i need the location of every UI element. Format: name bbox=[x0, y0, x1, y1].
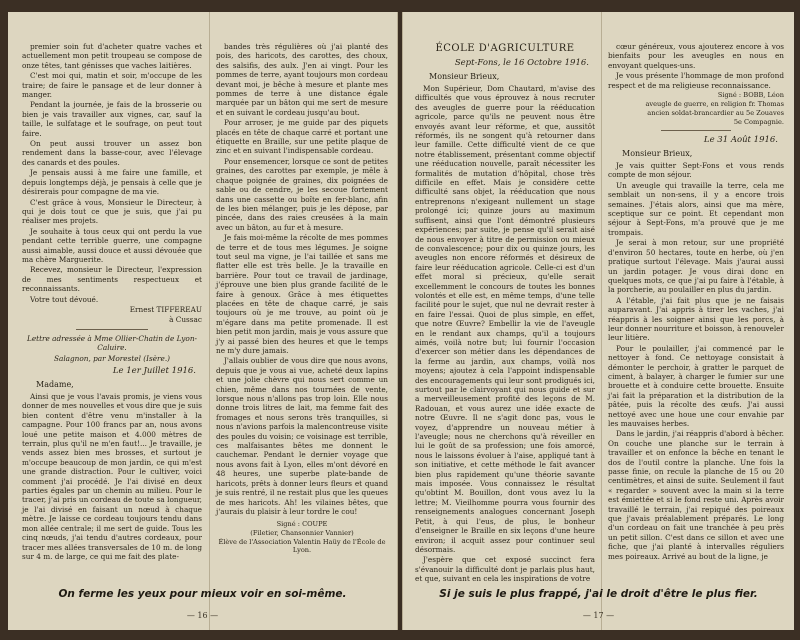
divider bbox=[661, 130, 731, 131]
paragraph: Je souhaite à tous ceux qui ont perdu la vue pendant cette terrible guerre, une compagne aussi aimable, aussi douce et aussi dévouée que ma chère Marguerite. bbox=[22, 226, 202, 264]
salutation: Monsieur Brieux, bbox=[622, 149, 693, 159]
paragraph: Recevez, monsieur le Directeur, l'expression de mes sentiments respectueux et reconnaissants. bbox=[22, 265, 202, 294]
paragraph: Je fais moi-même la récolte de mes pommes de terre et de tous mes légumes. Je soigne tout seul ma vigne, je l'ai taillée et sans me flatter elle est très belle. Je la travaille en barrière. Pour tout ce travail de jardinage, j'éprouve une bien plus grande facilité de le faire à genoux. Grâce à mes étiquettes placées en tête de chaque carré, je sais toujours où je me trouve, au point où je m'égare dans ma petite promenade. Il est bien petit mon jardin, mais je vous assure que j'y ai passé bien des heures et que le temps ne m'y dure jamais. bbox=[216, 233, 388, 355]
salutation: Madame, bbox=[36, 380, 74, 389]
letter-title: Lettre adressée à Mme Ollier-Chatin de Lyon-Caluire. bbox=[26, 333, 197, 353]
left-page-column-2 bbox=[216, 42, 388, 578]
paragraph: premier soin fut d'acheter quatre vaches et actuellement mon petit troupeau se compose de onze têtes, tant génisses que vaches laitières. bbox=[22, 42, 202, 70]
paragraph: Ainsi que je vous l'avais promis, je viens vous donner de mes nouvelles et vous dire que je suis bien content d'être venu m'installer à la campagne. Pour 100 francs par an, nous avons loué une petite maison et 4.000 mètres de terrain, plus qu'il ne m'en faut!... Je travaille, je vends assez bien mes brosses, et surtout je m'occupe beaucoup de mon jardin, ce qui m'est une grande distraction. Pour le cultiver, voici comment j'ai procédé. Je l'ai divisé en deux parties égales par un chemin au milieu. Pour le tracer, j'ai pris un cordeau de toute sa longueur, je l'ai divisé en faisant un nœud à chaque mètre. Je laisse ce cordeau toujours tendu dans mon allée centrale; il me sert de guide. Tous les cinq nœuds, j'ai tendu d'autres cordeaux, pour tracer mes allées transversales de 10 m. de long sur 4 m. de large, ce qui me fait des plate- bbox=[22, 392, 202, 561]
salutation: Monsieur Brieux, bbox=[429, 72, 500, 81]
right-page-column-2 bbox=[608, 42, 784, 578]
paragraph: Je pensais aussi à me faire une famille, et depuis longtemps déjà, je pensais à celle que je désirerais pour compagne de ma vie. bbox=[22, 168, 202, 197]
signature-detail: 5e Compagnie. bbox=[733, 118, 784, 127]
right-page bbox=[402, 12, 794, 630]
footer-motto: On ferme les yeux pour mieux voir en soi-même. bbox=[58, 588, 347, 600]
paragraph: cœur généreux, vous ajouterez encore à vos bienfaits pour les aveugles en nous en envoyant quelques-uns. bbox=[608, 42, 784, 70]
paragraph: Un aveugle qui travaille la terre, cela me semblait un non-sens, il y a encore trois semaines. J'étais alors, ainsi que ma mère, sceptique sur ce point. Et cependant mon séjour à Sept-Fons, m'a prouvé que je me trompais. bbox=[608, 180, 784, 237]
letter-place: Salagnon, par Morestel (Isère.) bbox=[53, 353, 171, 363]
paragraph: bandes très régulières où j'ai planté des pois, des haricots, des carottes, des choux, des salsifis, des aulx. J'en ai vingt. Pour les pommes de terre, ayant toujours mon cordeau devant moi, je bêche à mesure et plante mes pommes de terre à une distance égale marquée par un bâton qui me sert de mesure et en suivant le cordeau jusqu'au bout. bbox=[216, 42, 388, 117]
signature-detail: Élève de l'Association Valentin Haüy de l'École de Lyon. bbox=[218, 538, 386, 555]
paragraph: Je serai à mon retour, sur une propriété d'environ 50 hectares, toute en herbe, où j'en pratique surtout l'élevage. Mais j'aurai aussi un jardin potager. Je vous dirai donc en quelques mots, ce que j'ai pu faire à l'étable, à la porcherie, au poulailler en plus du jardin. bbox=[608, 238, 784, 295]
page-number: — 17 — bbox=[582, 611, 615, 620]
paragraph: Dans le jardin, j'ai réappris d'abord à bêcher. On couche une planche sur le terrain à travailler et on enfonce la bêche en tenant le dos de l'outil contre la planche. Une fois la passe finie, on recule la planche de 15 ou 20 centimètres, et ainsi de suite. Seulement il faut « regarder » souvent avec la main si la terre est émiettée et si le fond reste uni. Après avoir travaillé le terrain, j'ai repiqué des poireaux que j'avais préalablement préparés. Le long d'un cordeau on fait une tranchée à peu près un petit sillon. C'est dans ce sillon et avec une fiche, que j'ai planté à intervalles réguliers mes poireaux. Arrivé au bout de la ligne, je bbox=[608, 429, 784, 561]
article-title: ÉCOLE D'AGRICULTURE bbox=[435, 43, 575, 54]
letter-date: Le 31 Août 1916. bbox=[703, 135, 778, 146]
paragraph: Pendant la journée, je fais de la brosserie ou bien je vais travailler aux vignes, car, sauf la taille, le sulfatage et le soufrage, on peut tout faire. bbox=[22, 100, 202, 138]
left-page bbox=[8, 12, 398, 630]
signature-detail: ancien soldat-brancardier au 5e Zouaves bbox=[647, 109, 784, 118]
signature-detail: (Filetier, Chansonnier Vannier) bbox=[250, 529, 354, 538]
signature-name: Ernest TIFFEREAU bbox=[129, 304, 202, 314]
letter-date: Le 1er Juillet 1916. bbox=[112, 366, 196, 376]
letter-date: Sept-Fons, le 16 Octobre 1916. bbox=[454, 58, 589, 68]
paragraph: Pour le poulailler, j'ai commencé par le nettoyer à fond. Ce nettoyage consistait à démonter le perchoir, à gratter le parquet de ciment, à balayer, à charger le fumier sur une brouette et à conduire cette brouette. Ensuite j'ai fait la préparation et la distribution de la pâtée, puis la récolte des œufs. J'ai aussi nettoyé avec une houe une cour envahie par les mauvaises herbes. bbox=[608, 343, 784, 428]
paragraph: Je vous présente l'hommage de mon profond respect et de ma religieuse reconnaissance. bbox=[608, 71, 784, 90]
signature-detail: aveugle de guerre, en religion fr. Thomas bbox=[645, 100, 784, 109]
footer-motto: Si je suis le plus frappé, j'ai le droit d'être le plus fier. bbox=[439, 588, 758, 600]
paragraph: J'allais oublier de vous dire que nous avons, depuis que je vous ai vue, acheté deux lapins et une jolie chèvre qui nous sert comme un chien, même dans nos tournées de vente, lorsque nous n'allons pas trop loin. Elle nous donne trois litres de lait, ma femme fait des fromages et nous serons très tranquilles, si nous n'avions parfois la malencontreuse visite des poules du voisin; ce voisinage est terrible, ces malfaisantes bêtes me donnent le cauchemar. Pendant le dernier voyage que nous avons fait à Lyon, elles m'ont dévoré en 48 heures, une superbe plate-bande de haricots, prêts à donner leurs fleurs et quand je suis rentré, il ne restait plus que les queues de mes haricots. Ah! les vilaines bêtes, que j'aurais du plaisir à leur tordre le cou! bbox=[216, 356, 388, 516]
paragraph: A l'étable, j'ai fait plus que je ne faisais auparavant. J'ai appris à tirer les vaches, j'ai réappris à les soigner ainsi que les porcs, à leur donner nourriture et boisson, à renouveler leur litière. bbox=[608, 295, 784, 343]
paragraph: Pour arroser, je me guide par des piquets placés en tête de chaque carré et portant une étiquette en Braille, sur une petite plaque de zinc et en suivant l'indispensable cordeau. bbox=[216, 118, 388, 156]
paragraph: Pour ensemencer, lorsque ce sont de petites graines, des carottes par exemple, je mêle à chaque poignée de graines, dix poignées de sable ou de cendre, je les secoue fortement dans une cassette ou boîte en fer-blanc, afin de les bien mélanger, puis je les dépose, par pincée, dans des raies creusées à la main avec un bâton, au fur et à mesure. bbox=[216, 156, 388, 232]
divider bbox=[76, 329, 148, 330]
signature-name: Signé : BOBB, Léon bbox=[717, 91, 784, 100]
column-divider bbox=[209, 12, 210, 630]
column-divider bbox=[601, 12, 602, 630]
paragraph: Mon Supérieur, Dom Chautard, m'avise des difficultés que vous éprouvez à nous recruter des aveugles de guerre pour la rééducation agricole, parce qu'ils ne peuvent nous être envoyés avant leur réforme, et que, aussitôt réformés, ils ne songent qu'à retourner dans leur famille. Cette difficulté vient de ce que notre établissement, présentant comme objectif une rééducation nouvelle, paraît nécessiter les formalités de mutation d'hôpital, chose très difficile en effet. Mais je considère cette difficulté sans objet, la rééducation que nous entreprenons n'exigeant nullement un stage prolongé ici; quinze jours au maximum suffisent, ainsi que l'ont démontré plusieurs expériences; par suite, je pense qu'il serait aisé de nous envoyer à titre de permission ou mieux de convalescence; pour dix ou quinze jours, les aveugles non encore réformés et désireux de faire leur rééducation agricole. Celle-ci est d'un effet moral si précieux, qu'elle serait excellemment le concours de toutes les bonnes volontés et elle est, en même temps, d'une telle facilité pour le sujet, que nul ne devrait rester à en faire l'essai. Quoi de plus simple, en effet, que notre Œuvre? Embellir la vie de l'aveugle en le rendant aux champs, qu'il a toujours aimés, voilà notre but; lui fournir l'occasion d'exercer son métier dans les dépendances de la ferme au jardin, aux champs, voilà nos moyens; ajoutez à cela l'appoint indispensable des encouragements qui leur sont prodigués ici, surtout par le clairvoyant qui nous guide et sur a merveilleusement profité des leçons de M. Radouan, et vous aurez une idée exacte de notre Œuvre. Il ne s'agit donc pas, vous le voyez, d'apprendre un nouveau métier à l'aveugle; nous ne cherchons qu'à réveiller en lui le goût de sa profession; une fois amorcé, nous le laissons évoluer à l'aise, appliqué tant à son initiative, et cette méthode le fait avancer bien plus rapidement qu'une théorie savante mais imposée. Vous connaissez le résultat qu'obtint M. Bouillon, dont vous avez lu la lettre; M. Vieilhomme pourra vous fournir des renseignements analogues concernant Joseph Petit, à qui l'eus, de plus, le bonheur d'enseigner le Braille en six leçons d'une heure environ; il acquit assez pour continuer seul désormais. bbox=[415, 84, 595, 554]
paragraph: C'est moi qui, matin et soir, m'occupe de les traire; de faire le pansage et de leur donner à manger. bbox=[22, 71, 202, 100]
paragraph: Je vais quitter Sept-Fons et vous rends compte de mon séjour. bbox=[608, 161, 784, 180]
paragraph: J'espère que cet exposé succinct fera s'évanouir la difficulté dont je parlais plus haut, et que, suivant en cela les inspirations de votre bbox=[415, 555, 595, 584]
right-page-column-1 bbox=[415, 42, 595, 584]
left-page-column-1 bbox=[22, 42, 202, 578]
page-number: — 16 — bbox=[186, 611, 219, 620]
signature-place: à Cussac bbox=[169, 315, 202, 325]
paragraph: On peut aussi trouver un assez bon rendement dans la basse-cour, avec l'élevage des canards et des poules. bbox=[22, 139, 202, 167]
paragraph: C'est grâce à vous, Monsieur le Directeur, à qui je dois tout ce que je suis, que j'ai pu réaliser mes projets. bbox=[22, 197, 202, 226]
paragraph: Votre tout dévoué. bbox=[30, 294, 99, 304]
signature-label: Signé : COUPE bbox=[276, 520, 328, 529]
